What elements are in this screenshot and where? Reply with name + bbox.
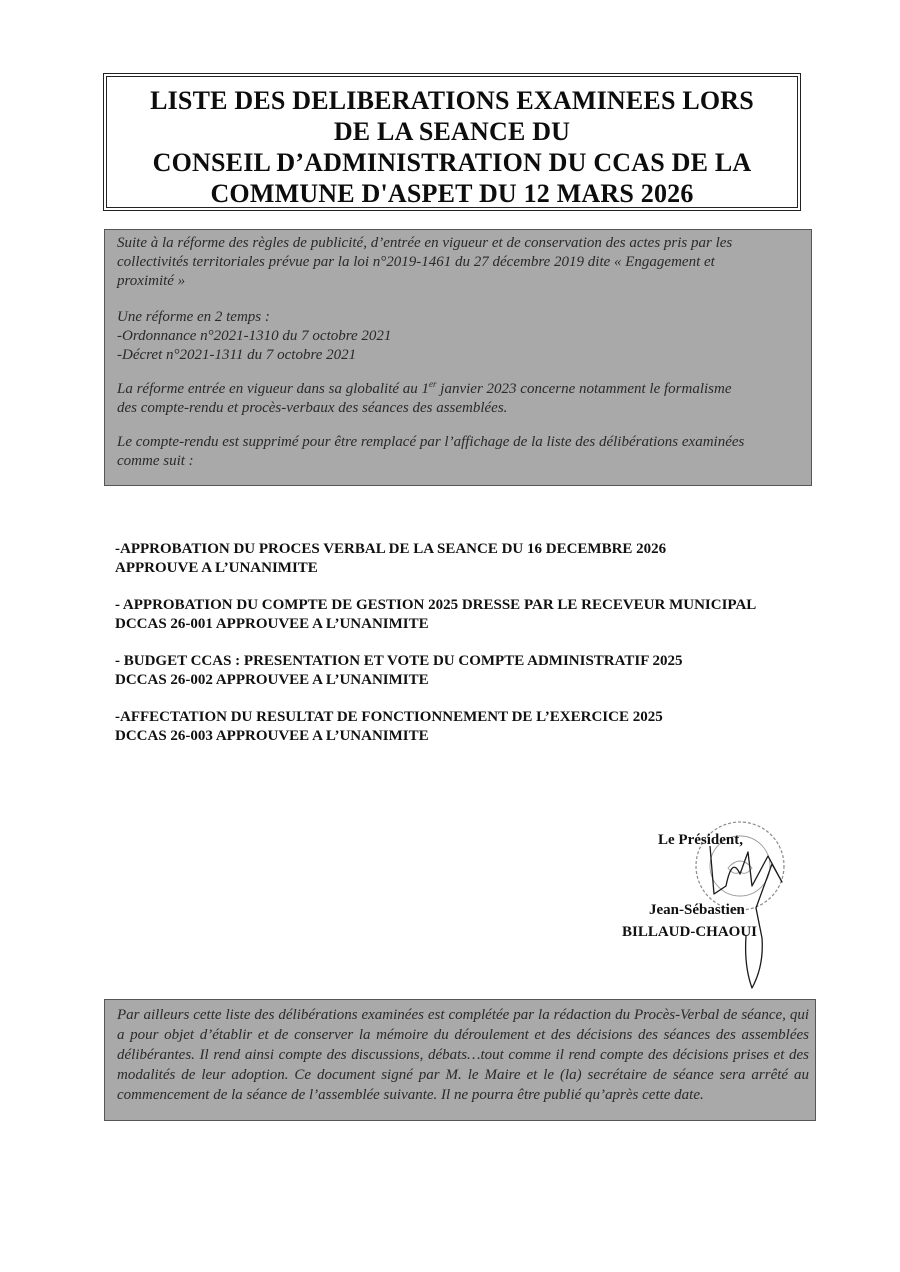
deliberation-item [115,652,855,690]
intro-paragraph-1 [117,234,803,291]
intro-p2-line-3: -Décret n°2021-1311 du 7 octobre 2021 [117,347,357,363]
deliberation-title: - BUDGET CCAS : PRESENTATION ET VOTE DU COMPTE ADMINISTRATIF 2025 [115,653,683,669]
deliberation-title: -AFFECTATION DU RESULTAT DE FONCTIONNEMENT DE L’EXERCICE 2025 [115,709,663,725]
title-line-1: LISTE DES DELIBERATIONS EXAMINEES LORS [150,86,754,115]
intro-p1-line-2: collectivités territoriales prévue par la loi n°2019-1461 du 27 décembre 2019 dite « Engagement et [117,254,715,270]
signer-last-name: BILLAUD-CHAOUI [622,924,758,940]
deliberation-list [115,540,855,764]
deliberation-result: DCCAS 26-001 APPROUVEE A L’UNANIMITE [115,616,429,632]
deliberation-item [115,540,855,578]
intro-p2-line-2: -Ordonnance n°2021-1310 du 7 octobre 2021 [117,328,392,344]
intro-paragraph-2 [117,308,803,365]
intro-p3-line-1 [117,380,803,399]
title-line-4: COMMUNE D'ASPET DU 12 MARS 2026 [210,179,694,208]
intro-p2-line-1: Une réforme en 2 temps : [117,309,270,325]
deliberation-item [115,596,855,634]
intro-p3-before: La réforme entrée en vigueur dans sa globalité au 1 [117,381,430,397]
intro-paragraph-4 [117,433,803,471]
intro-box [104,229,812,486]
deliberation-title: - APPROBATION DU COMPTE DE GESTION 2025 DRESSE PAR LE RECEVEUR MUNICIPAL [115,597,757,613]
footer-box [104,999,816,1121]
intro-p4-line-2: comme suit : [117,453,194,469]
deliberation-result: APPROUVE A L’UNANIMITE [115,560,318,576]
intro-p4-line-1: Le compte-rendu est supprimé pour être remplacé par l’affichage de la liste des délibérations examinées [117,434,745,450]
intro-p3-sup: er [429,379,437,389]
intro-p3-after: janvier 2023 concerne notamment le formalisme [436,381,732,397]
intro-paragraph-3 [117,380,803,418]
intro-p1-line-3: proximité » [117,273,186,289]
signer-first-name: Jean-Sébastien [649,902,745,918]
deliberation-result: DCCAS 26-003 APPROUVEE A L’UNANIMITE [115,728,429,744]
seal-emblem [728,861,752,873]
title-box [106,76,798,208]
signature-block [620,826,820,996]
deliberation-result: DCCAS 26-002 APPROUVEE A L’UNANIMITE [115,672,429,688]
signer-role: Le Président, [658,832,743,848]
deliberation-item [115,708,855,746]
intro-p1-line-1: Suite à la réforme des règles de publicité, d’entrée en vigueur et de conservation des actes pris par les [117,235,733,251]
deliberation-title: -APPROBATION DU PROCES VERBAL DE LA SEANCE DU 16 DECEMBRE 2026 [115,541,667,557]
title-line-2: DE LA SEANCE DU [333,117,571,146]
title-line-3: CONSEIL D’ADMINISTRATION DU CCAS DE LA [152,148,752,177]
intro-p3-line-2: des compte-rendu et procès-verbaux des séances des assemblées. [117,400,508,416]
footer-paragraph: Par ailleurs cette liste des délibérations examinées est complétée par la rédaction du Procès-Verbal de séance, qui a pour objet d’établir et de conserver la mémoire du déroulement et des décisions des séances des assemblées délibérantes. Il rend ainsi compte des discussions, débats…tout comme il rend compte des décisions prises et des modalités de leur adoption. Ce document signé par M. le Maire et le (la) secrétaire de séance sera arrêté au commencement de la séance de l’assemblée suivante. Il ne pourra être publié qu’après cette date. [117,1007,809,1103]
